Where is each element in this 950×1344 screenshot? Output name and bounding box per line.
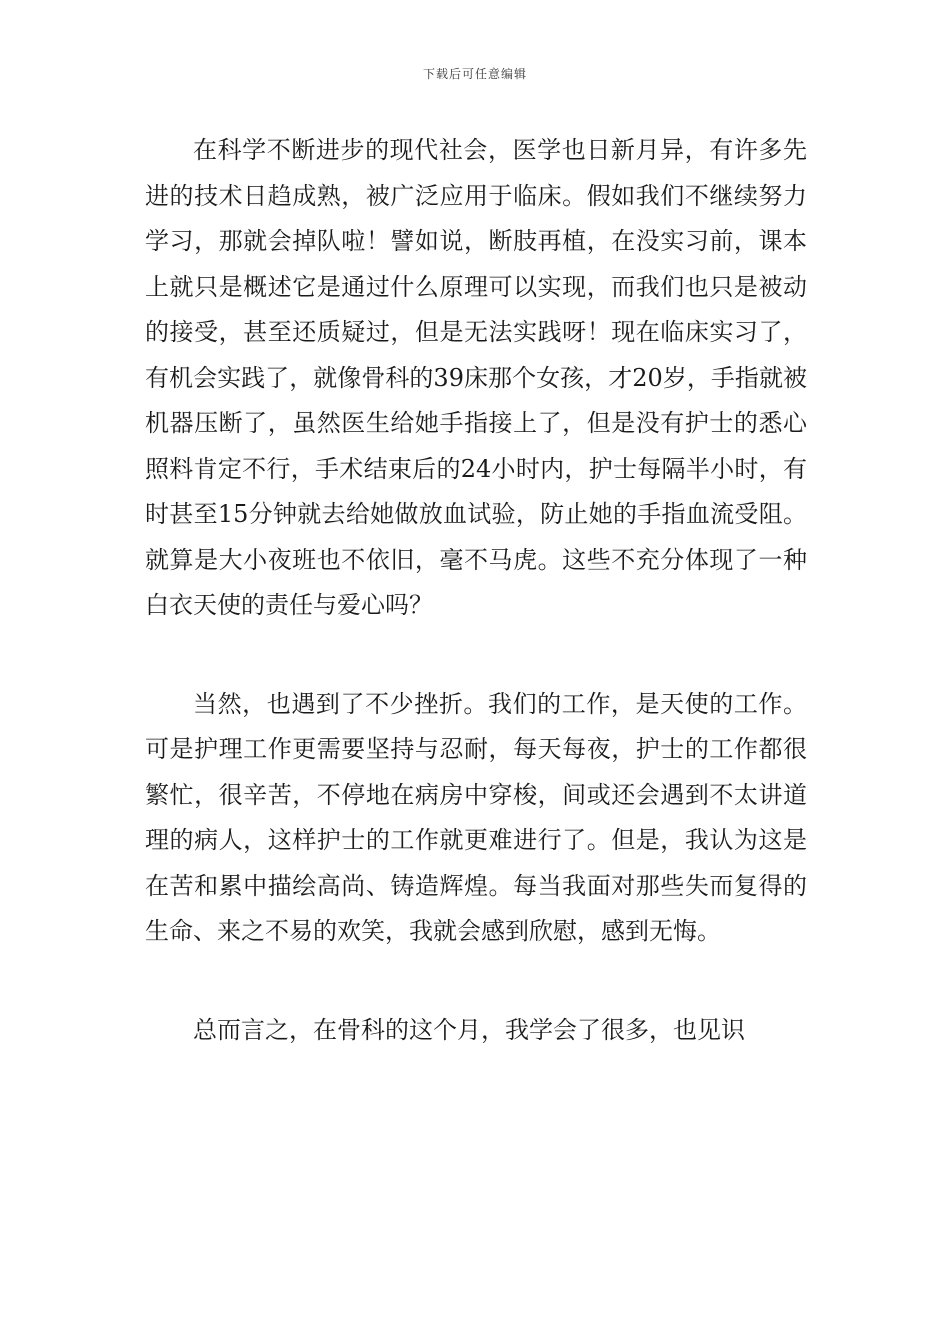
paragraph-3: 总而言之，在骨科的这个月，我学会了很多，也见识 (193, 1015, 745, 1044)
document-body (145, 128, 807, 1053)
page-header: 下载后可任意编辑 (422, 67, 527, 81)
paragraph-1: 在科学不断进步的现代社会，医学也日新月异，有许多先进的技术日趋成熟，被广泛应用于临床。假如我们不继续努力学习，那就会掉队啦！譬如说，断肢再植，在没实习前，课本上就只是概述它是通过什么原理可以实现，而我们也只是被动的接受，甚至还质疑过，但是无法实践呀！现在临床实习了，有机会实践了，就像骨科的39床那个女孩，才20岁，手指就被机器压断了，虽然医生给她手指接上了，但是没有护士的悉心照料肯定不行，手术结束后的24小时内，护士每隔半小时，有时甚至15分钟就去给她做放血试验，防止她的手指血流受阻。就算是大小夜班也不依旧，毫不马虎。这些不充分体现了一种白衣天使的责任与爱心吗？ (145, 136, 807, 619)
paragraph-2: 当然，也遇到了不少挫折。我们的工作，是天使的工作。可是护理工作更需要坚持与忍耐，每天每夜，护士的工作都很繁忙，很辛苦，不停地在病房中穿梭，间或还会遇到不太讲道理的病人，这样护士的工作就更难进行了。但是，我认为这是在苦和累中描绘高尚、铸造辉煌。每当我面对那些失而复得的生命、来之不易的欢笑，我就会感到欣慰，感到无悔。 (145, 689, 807, 945)
